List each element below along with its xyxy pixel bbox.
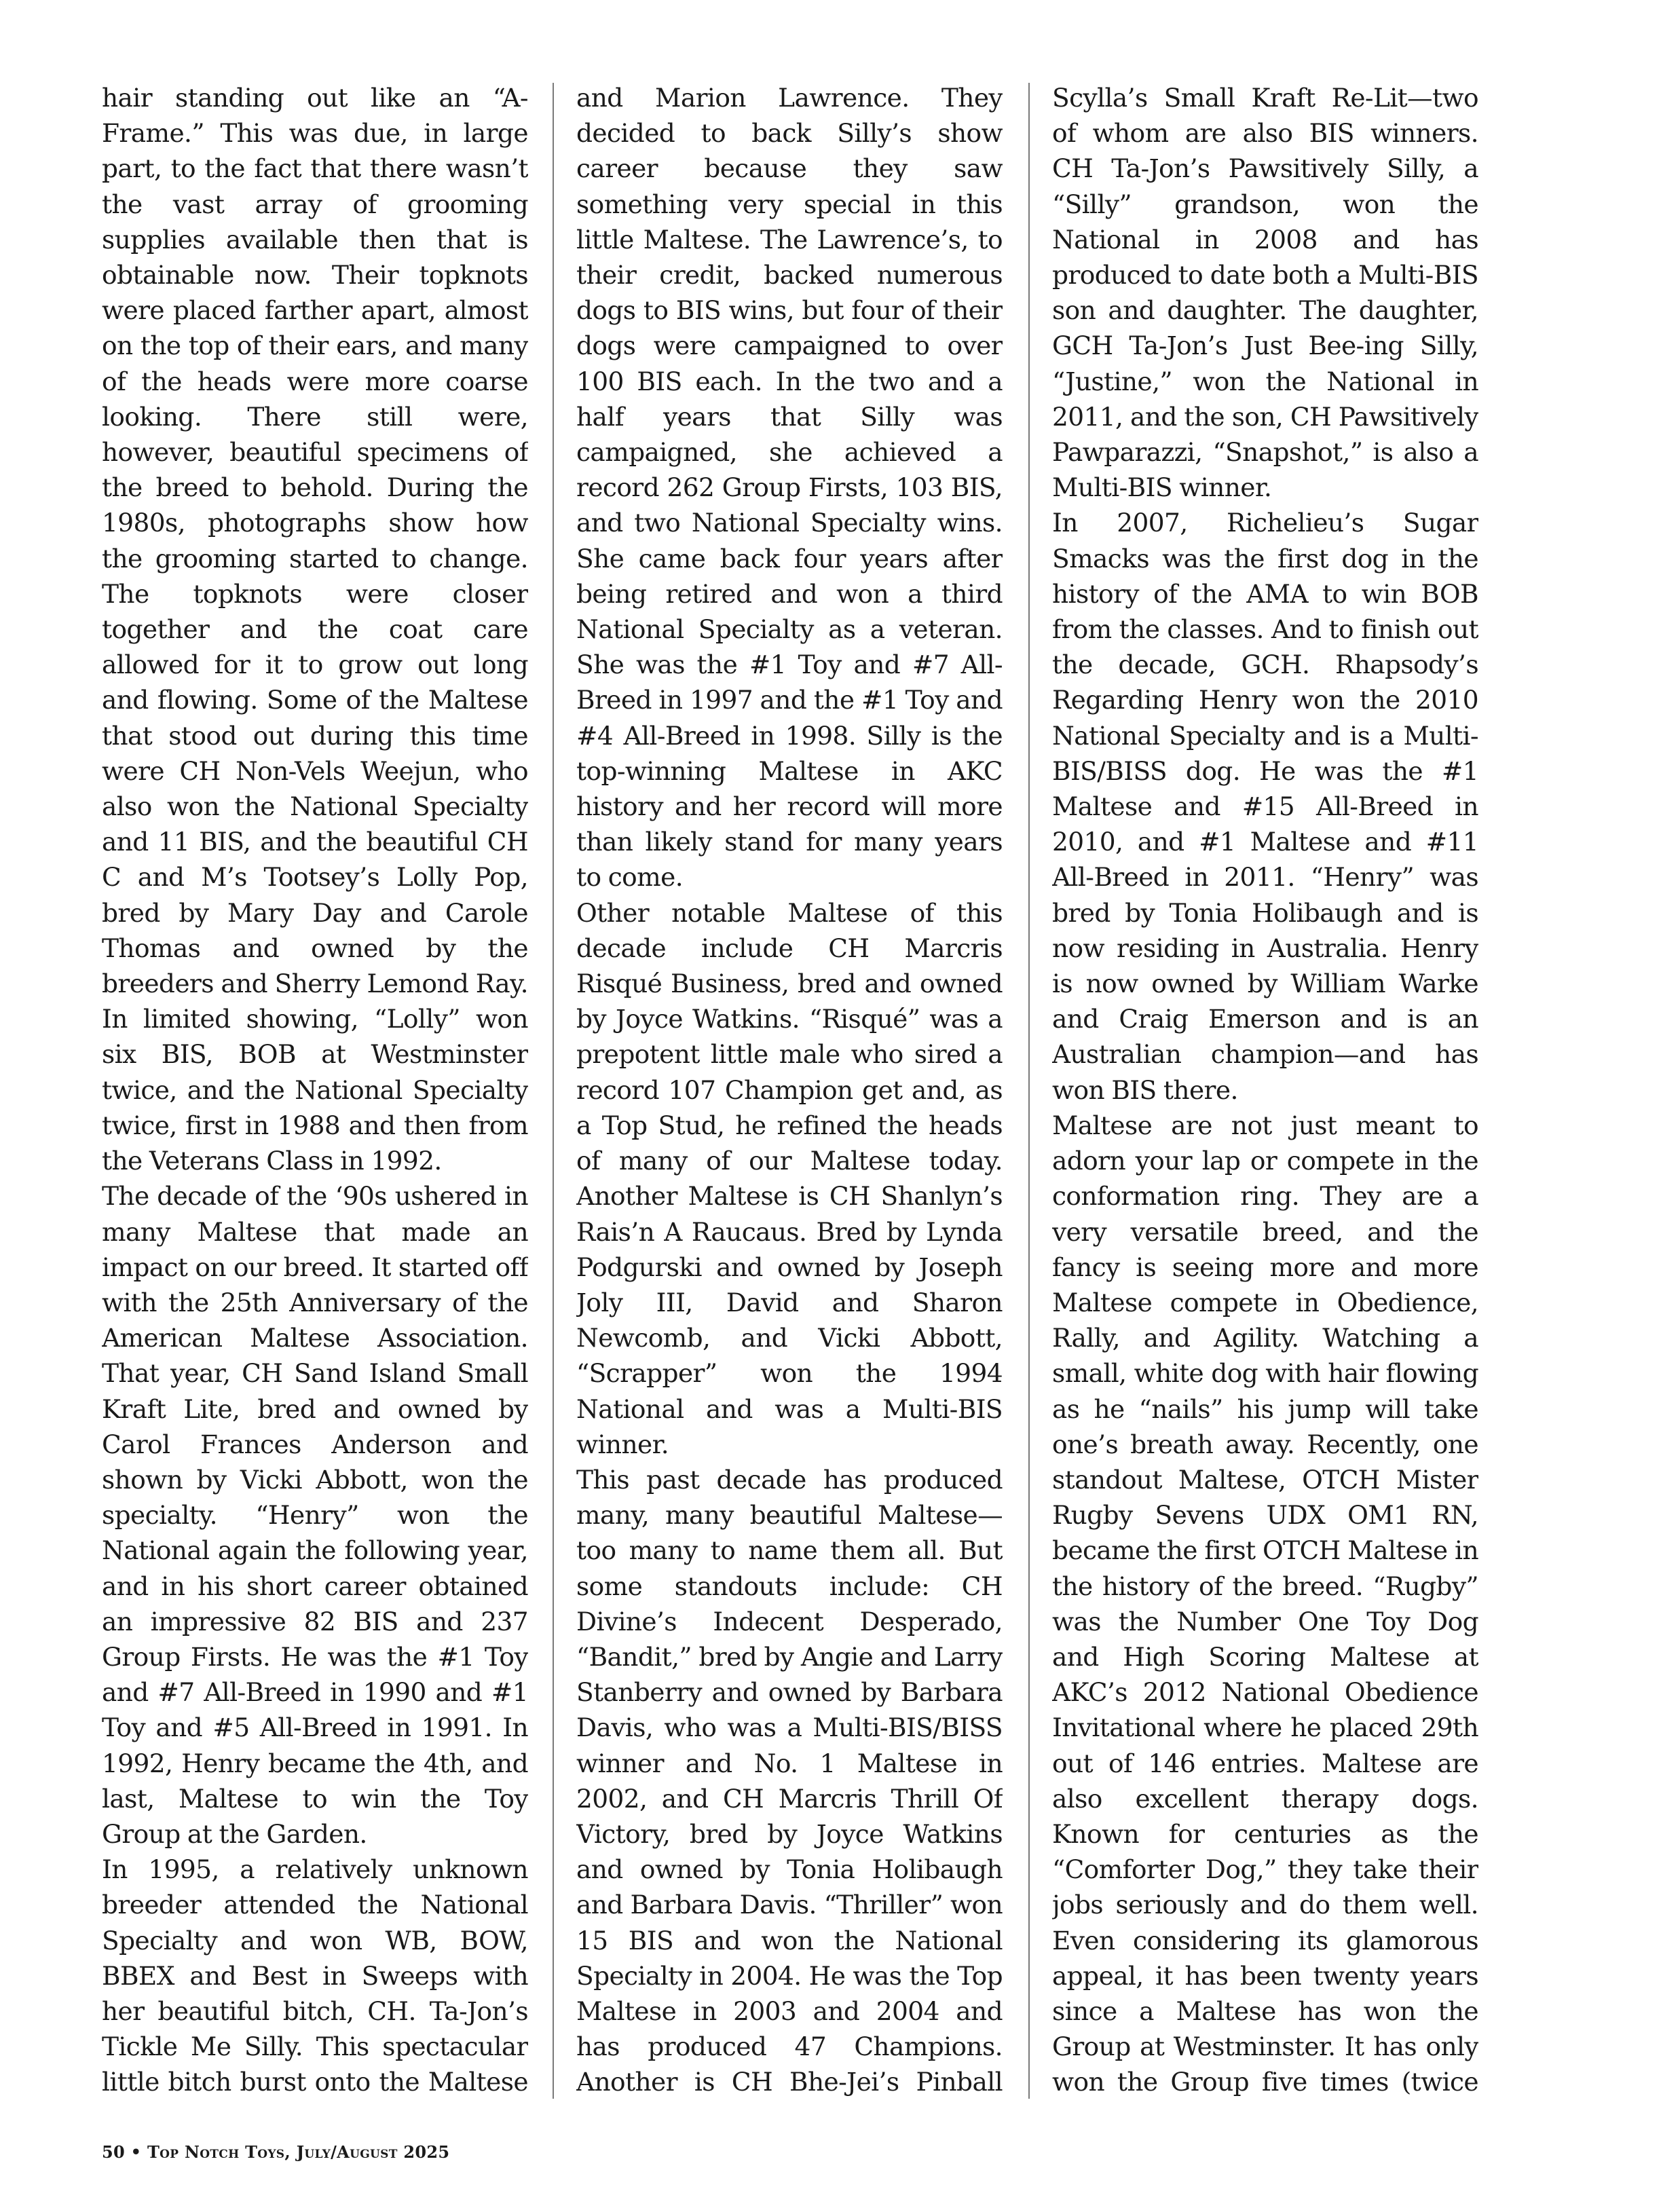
paragraph: and Marion Lawrence. They decided to back Silly’s show career because they saw something very special in this little Maltese. The Lawrence’s, to their credit, backed numerous dogs to BIS wins, but four of their dogs were campaigned to over 100 BIS each. In the two and a half years that Silly was campaigned, she achieved a record 262 Group Firsts, 103 BIS, and two National Specialty wins. She came back four years after being retired and won a third National Specialty as a veteran. She was the #1 Toy and #7 All-Breed in 1997 and the #1 Toy and #4 All-Breed in 1998. Silly is the top-winning Maltese in AKC history and her record will more than likely stand for many years to come. (576, 83, 1003, 893)
paragraph: The decade of the ‘90s ushered in many Maltese that made an impact on our breed. It started off with the 25th Anniversary of the American Maltese Association. That year, CH Sand Island Small Kraft Lite, bred and owned by Carol Frances Anderson and shown by Vicki Abbott, won the specialty. “Henry” won the National again the following year, and in his short career obtained an impressive 82 BIS and 237 Group Firsts. He was the #1 Toy and #7 All-Breed in 1990 and #1 Toy and #5 All-Breed in 1991. In 1992, Henry became the 4th, and last, Maltese to win the Toy Group at the Garden. (102, 1181, 528, 1849)
paragraph: In 2007, Richelieu’s Sugar Smacks was the first dog in the history of the AMA to win BOB from the classes. And to finish out the decade, GCH. Rhapsody’s Regarding Henry won the 2010 National Specialty and is a Multi-BIS/BISS dog. He was the #1 Maltese and #15 All-Breed in 2010, and #1 Maltese and #11 All-Breed in 2011. “Henry” was bred by Tonia Holibaugh and is now residing in Australia. Henry is now owned by William Warke and Craig Emerson and is an Australian champion—and has won BIS there. (1052, 508, 1478, 1105)
column-divider (553, 83, 554, 2099)
paragraph-text: Maltese are not just meant to adorn your lap or compete in the conformation ring. They are a very versatile breed, and the fancy is seeing more and more Maltese compete in Obedience, Rally, and Agility. Watching a small, white dog with hair flowing as he “nails” his jump will take one’s breath away. Recently, one standout Maltese, OTCH Mister Rugby Sevens UDX OM1 RN, became the first OTCH Maltese in the history of the breed. “Rugby” was the Number One Toy Dog and High Scoring Maltese at AKC’s 2012 National Obedience Invitational where he placed 29th out of 146 entries. Maltese are also excellent therapy dogs. Known for centuries as the “Comforter Dog,” they take their jobs seriously and do them well. Even considering its glamorous appeal, it has been twenty years since a Maltese has won the Group at Westminster. It has only won the Group five times (twice (1052, 1110, 1478, 2097)
final-paragraph (1052, 1108, 1478, 2103)
text-column-3 (1052, 80, 1478, 2103)
publication-name: Top Notch Toys, (147, 2142, 291, 2162)
footer-separator: • (130, 2142, 142, 2162)
column-divider (1028, 83, 1030, 2099)
paragraph: This past decade has produced many, many beautiful Maltese—too many to name them all. But some standouts include: CH Divine’s Indecent Desperado, “Bandit,” bred by Angie and Larry Stanberry and owned by Barbara Davis, who was a Multi-BIS/BISS winner and No. 1 Maltese in 2002, and CH Marcris Thrill Of Victory, bred by Joyce Watkins and owned by Tonia Holibaugh and Barbara Davis. “Thriller” won 15 BIS and won the National Specialty in 2004. He was the Top Maltese in 2003 and 2004 and has produced 47 Champions. Another is CH Bhe-Jei’s Pinball (576, 1464, 1003, 2097)
issue-date: July/August 2025 (296, 2142, 450, 2162)
paragraph: hair standing out like an “A-Frame.” This was due, in large part, to the fact that there wasn’t the vast array of grooming supplies available then that is obtainable now. Their topknots were placed farther apart, almost on the top of their ears, and many of the heads were more coarse looking. There still were, however, beautiful specimens of the breed to behold. During the 1980s, photographs show how the grooming started to change. The topknots were closer together and the coat care allowed for it to grow out long and flowing. Some of the Maltese that stood out during this time were CH Non-Vels Weejun, who also won the National Specialty and 11 BIS, and the beautiful CH C and M’s Tootsey’s Lolly Pop, bred by Mary Day and Carole Thomas and owned by the breeders and Sherry Lemond Ray. In limited showing, “Lolly” won six BIS, BOB at Westminster twice, and the National Specialty twice, first in 1988 and then from the Veterans Class in 1992. (102, 83, 528, 1176)
text-column-2 (576, 80, 1003, 2103)
paragraph: In 1995, a relatively unknown breeder attended the National Specialty and won WB, BOW, BBEX and Best in Sweeps with her beautiful bitch, CH. Ta-Jon’s Tickle Me Silly. This spectacular little bitch burst onto the Maltese (102, 1854, 528, 2097)
paragraph: Scylla’s Small Kraft Re-Lit—two of whom are also BIS winners. CH Ta-Jon’s Pawsitively Silly, a “Silly” grandson, won the National in 2008 and has produced to date both a Multi-BIS son and daughter. The daughter, GCH Ta-Jon’s Just Bee-ing Silly, “Justine,” won the National in 2011, and the son, CH Pawsitively Pawparazzi, “Snapshot,” is also a Multi-BIS winner. (1052, 83, 1478, 503)
paragraph: Other notable Maltese of this decade include CH Marcris Risqué Business, bred and owned by Joyce Watkins. “Risqué” was a prepotent little male who sired a record 107 Champion get and, as a Top Stud, he refined the heads of many of our Maltese today. Another Maltese is CH Shanlyn’s Rais’n A Raucaus. Bred by Lynda Podgurski and owned by Joseph Joly III, David and Sharon Newcomb, and Vicki Abbott, “Scrapper” won the 1994 National and was a Multi-BIS winner. (576, 897, 1003, 1459)
page-number: 50 (102, 2142, 125, 2162)
text-column-1 (102, 80, 528, 2103)
page-footer (102, 2142, 449, 2162)
